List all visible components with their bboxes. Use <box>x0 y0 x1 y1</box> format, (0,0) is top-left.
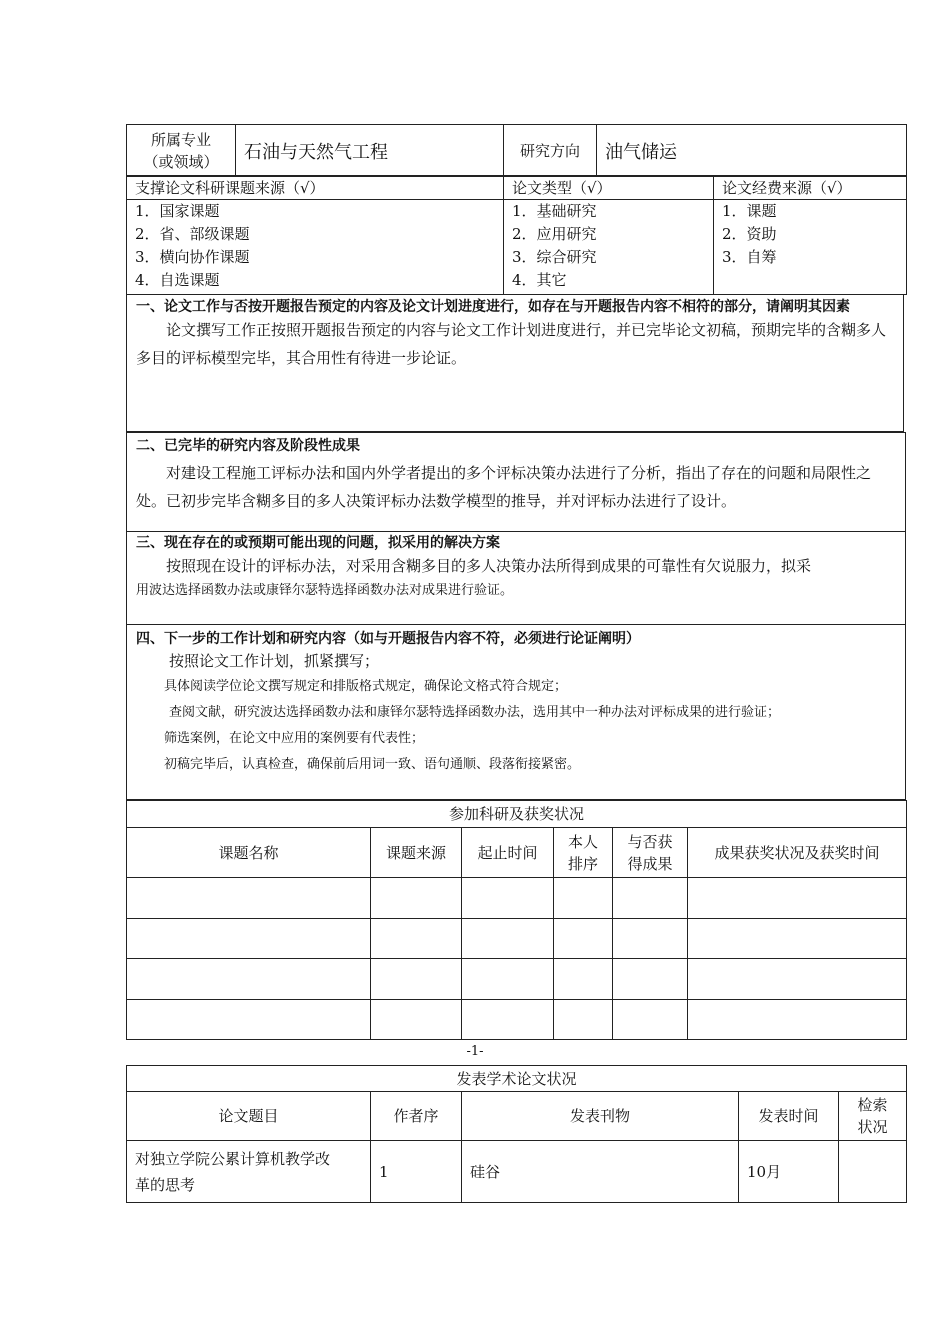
section-3 <box>126 531 906 625</box>
col-header-text: 起止时间 <box>477 843 538 862</box>
table-cell <box>613 878 688 919</box>
list-item: 1．课题 <box>722 202 777 220</box>
list-item: 2．应用研究 <box>512 225 597 243</box>
paper-table-title-text: 发表学术论文状况 <box>456 1069 577 1088</box>
col-header-text: 成果获奖状况及获奖时间 <box>714 843 880 862</box>
direction-label-text: 研究方向 <box>519 141 580 160</box>
list-item: 4．其它 <box>512 271 567 289</box>
section-2-title: 二、已完毕的研究内容及阶段性成果 <box>136 438 360 454</box>
table-cell <box>613 1000 688 1040</box>
section-3-body-line2: 用波达选择函数办法或康铎尔瑟特选择函数办法对成果进行验证。 <box>136 583 514 598</box>
major-label-line1: 所属专业 <box>150 130 211 149</box>
col-header-text: 发表时间 <box>758 1107 819 1125</box>
col-header-line: 状况 <box>857 1118 888 1136</box>
table-cell <box>688 919 907 959</box>
major-value <box>236 125 504 177</box>
list-item: 3．自筹 <box>722 248 777 266</box>
author-order-cell <box>371 1141 462 1203</box>
col-header <box>371 1092 462 1141</box>
list-item: 1．基础研究 <box>512 202 597 220</box>
col-header <box>554 828 613 878</box>
table-cell <box>613 959 688 1000</box>
paper-type-list <box>504 200 714 295</box>
section-4-line5: 初稿完毕后，认真检查，确保前后用词一致、语句通顺、段落衔接紧密。 <box>164 757 581 772</box>
section-1-title: 一、论文工作与否按开题报告预定的内容及论文计划进度进行，如存在与开题报告内容不相符的部分，请阐明其因素 <box>136 299 850 315</box>
table-row <box>127 878 907 919</box>
col-header-line: 检索 <box>857 1096 888 1114</box>
list-item: 4．自选课题 <box>135 271 220 289</box>
col-header <box>462 828 554 878</box>
col-header <box>839 1092 907 1141</box>
section-4-line1: 按照论文工作计划，抓紧撰写； <box>169 652 380 670</box>
col-header <box>127 828 371 878</box>
research-table-title-text: 参加科研及获奖状况 <box>449 805 585 823</box>
section-2-body: 对建设工程施工评标办法和国内外学者提出的多个评标决策办法进行了分析，指出了存在的问题和局限性之处。已初步完毕含糊多目的多人决策评标办法数学模型的推导，并对评标办法进行了设计。 <box>136 464 872 510</box>
direction-value-text: 油气储运 <box>605 141 677 163</box>
list-item: 2．资助 <box>722 225 777 243</box>
table-cell <box>554 1000 613 1040</box>
section-4-line3: 查阅文献，研究波达选择函数办法和康铎尔瑟特选择函数办法，选用其中一种办法对评标成果的进行验证； <box>169 705 781 720</box>
section-4-line2: 具体阅读学位论文撰写规定和排版格式规定，确保论文格式符合规定； <box>164 679 568 694</box>
paper-title-cell <box>127 1141 371 1203</box>
topic-source-title <box>127 176 504 200</box>
table-cell <box>127 1000 371 1040</box>
section-4 <box>126 624 906 800</box>
table-cell <box>371 1000 462 1040</box>
paper-type-title <box>504 176 714 200</box>
table-cell <box>127 878 371 919</box>
col-header <box>371 828 462 878</box>
col-header <box>127 1092 371 1141</box>
major-label-line2: （或领域） <box>143 152 219 171</box>
table-row <box>127 1000 907 1040</box>
table-cell <box>554 919 613 959</box>
col-header-line: 本人 <box>567 832 598 851</box>
table-cell <box>688 878 907 919</box>
col-header-text: 发表刊物 <box>569 1107 630 1125</box>
major-value-text: 石油与天然气工程 <box>244 141 388 163</box>
table-cell <box>554 959 613 1000</box>
publish-time-text: 10月 <box>747 1162 782 1181</box>
funding-list <box>714 200 907 295</box>
section-4-line4: 筛选案例，在论文中应用的案例要有代表性； <box>164 731 425 746</box>
paper-title-line: 对独立学院公累计算机教学改 <box>135 1149 331 1168</box>
direction-label <box>504 125 597 177</box>
paper-title-line: 革的思考 <box>135 1175 196 1194</box>
col-header-text: 论文题目 <box>218 1107 279 1125</box>
section-3-title: 三、现在存在的或预期可能出现的问题，拟采用的解决方案 <box>136 535 500 551</box>
col-header-text: 课题名称 <box>218 843 279 862</box>
funding-title-text: 论文经费来源（√） <box>722 178 852 197</box>
table-row <box>127 1141 907 1203</box>
page-number: -1- <box>466 1044 484 1059</box>
journal-text: 硅谷 <box>470 1162 501 1181</box>
table-cell <box>371 919 462 959</box>
table-cell <box>462 959 554 1000</box>
topic-source-list <box>127 200 504 295</box>
index-cell <box>839 1141 907 1203</box>
table-cell <box>613 919 688 959</box>
report-form <box>126 124 907 177</box>
col-header <box>739 1092 839 1141</box>
col-header-text: 作者序 <box>393 1107 439 1125</box>
table-cell <box>462 878 554 919</box>
topic-source-title-text: 支撑论文科研课题来源（√） <box>135 178 325 197</box>
table-cell <box>554 878 613 919</box>
col-header <box>613 828 688 878</box>
table-cell <box>371 959 462 1000</box>
col-header-line: 排序 <box>567 854 598 873</box>
col-header-line: 与否获 <box>627 832 673 851</box>
funding-title <box>714 176 907 200</box>
table-cell <box>462 919 554 959</box>
journal-cell <box>462 1141 739 1203</box>
table-cell <box>127 919 371 959</box>
table-row <box>127 959 907 1000</box>
table-cell <box>462 1000 554 1040</box>
direction-value <box>597 125 907 177</box>
author-order-text: 1 <box>379 1162 389 1181</box>
paper-type-title-text: 论文类型（√） <box>512 178 612 197</box>
section-1 <box>126 294 904 432</box>
col-header <box>462 1092 739 1141</box>
list-item: 3．横向协作课题 <box>135 248 250 266</box>
list-item: 3．综合研究 <box>512 248 597 266</box>
research-table-title <box>127 801 907 828</box>
major-label <box>127 125 236 177</box>
section-3-body-line1: 按照现在设计的评标办法，对采用含糊多目的多人决策办法所得到成果的可靠性有欠说服力，拟采 <box>166 557 812 575</box>
table-cell <box>371 878 462 919</box>
publish-time-cell <box>739 1141 839 1203</box>
section-2 <box>126 432 906 532</box>
list-item: 1．国家课题 <box>135 202 220 220</box>
paper-table <box>126 1065 907 1203</box>
list-item: 2．省、部级课题 <box>135 225 250 243</box>
table-row <box>127 919 907 959</box>
section-4-title: 四、下一步的工作计划和研究内容（如与开题报告内容不符，必须进行论证阐明） <box>136 631 640 647</box>
table-cell <box>127 959 371 1000</box>
col-header-line: 得成果 <box>627 854 673 873</box>
col-header <box>688 828 907 878</box>
table-cell <box>688 959 907 1000</box>
sources-table <box>126 175 907 295</box>
paper-table-title <box>127 1066 907 1092</box>
col-header-text: 课题来源 <box>385 843 446 862</box>
research-table <box>126 800 907 1040</box>
table-cell <box>688 1000 907 1040</box>
section-1-body: 论文撰写工作正按照开题报告预定的内容与论文工作计划进度进行，并已完毕论文初稿，预期完毕的含糊多人多目的评标模型完毕，其合用性有待进一步论证。 <box>136 321 887 367</box>
